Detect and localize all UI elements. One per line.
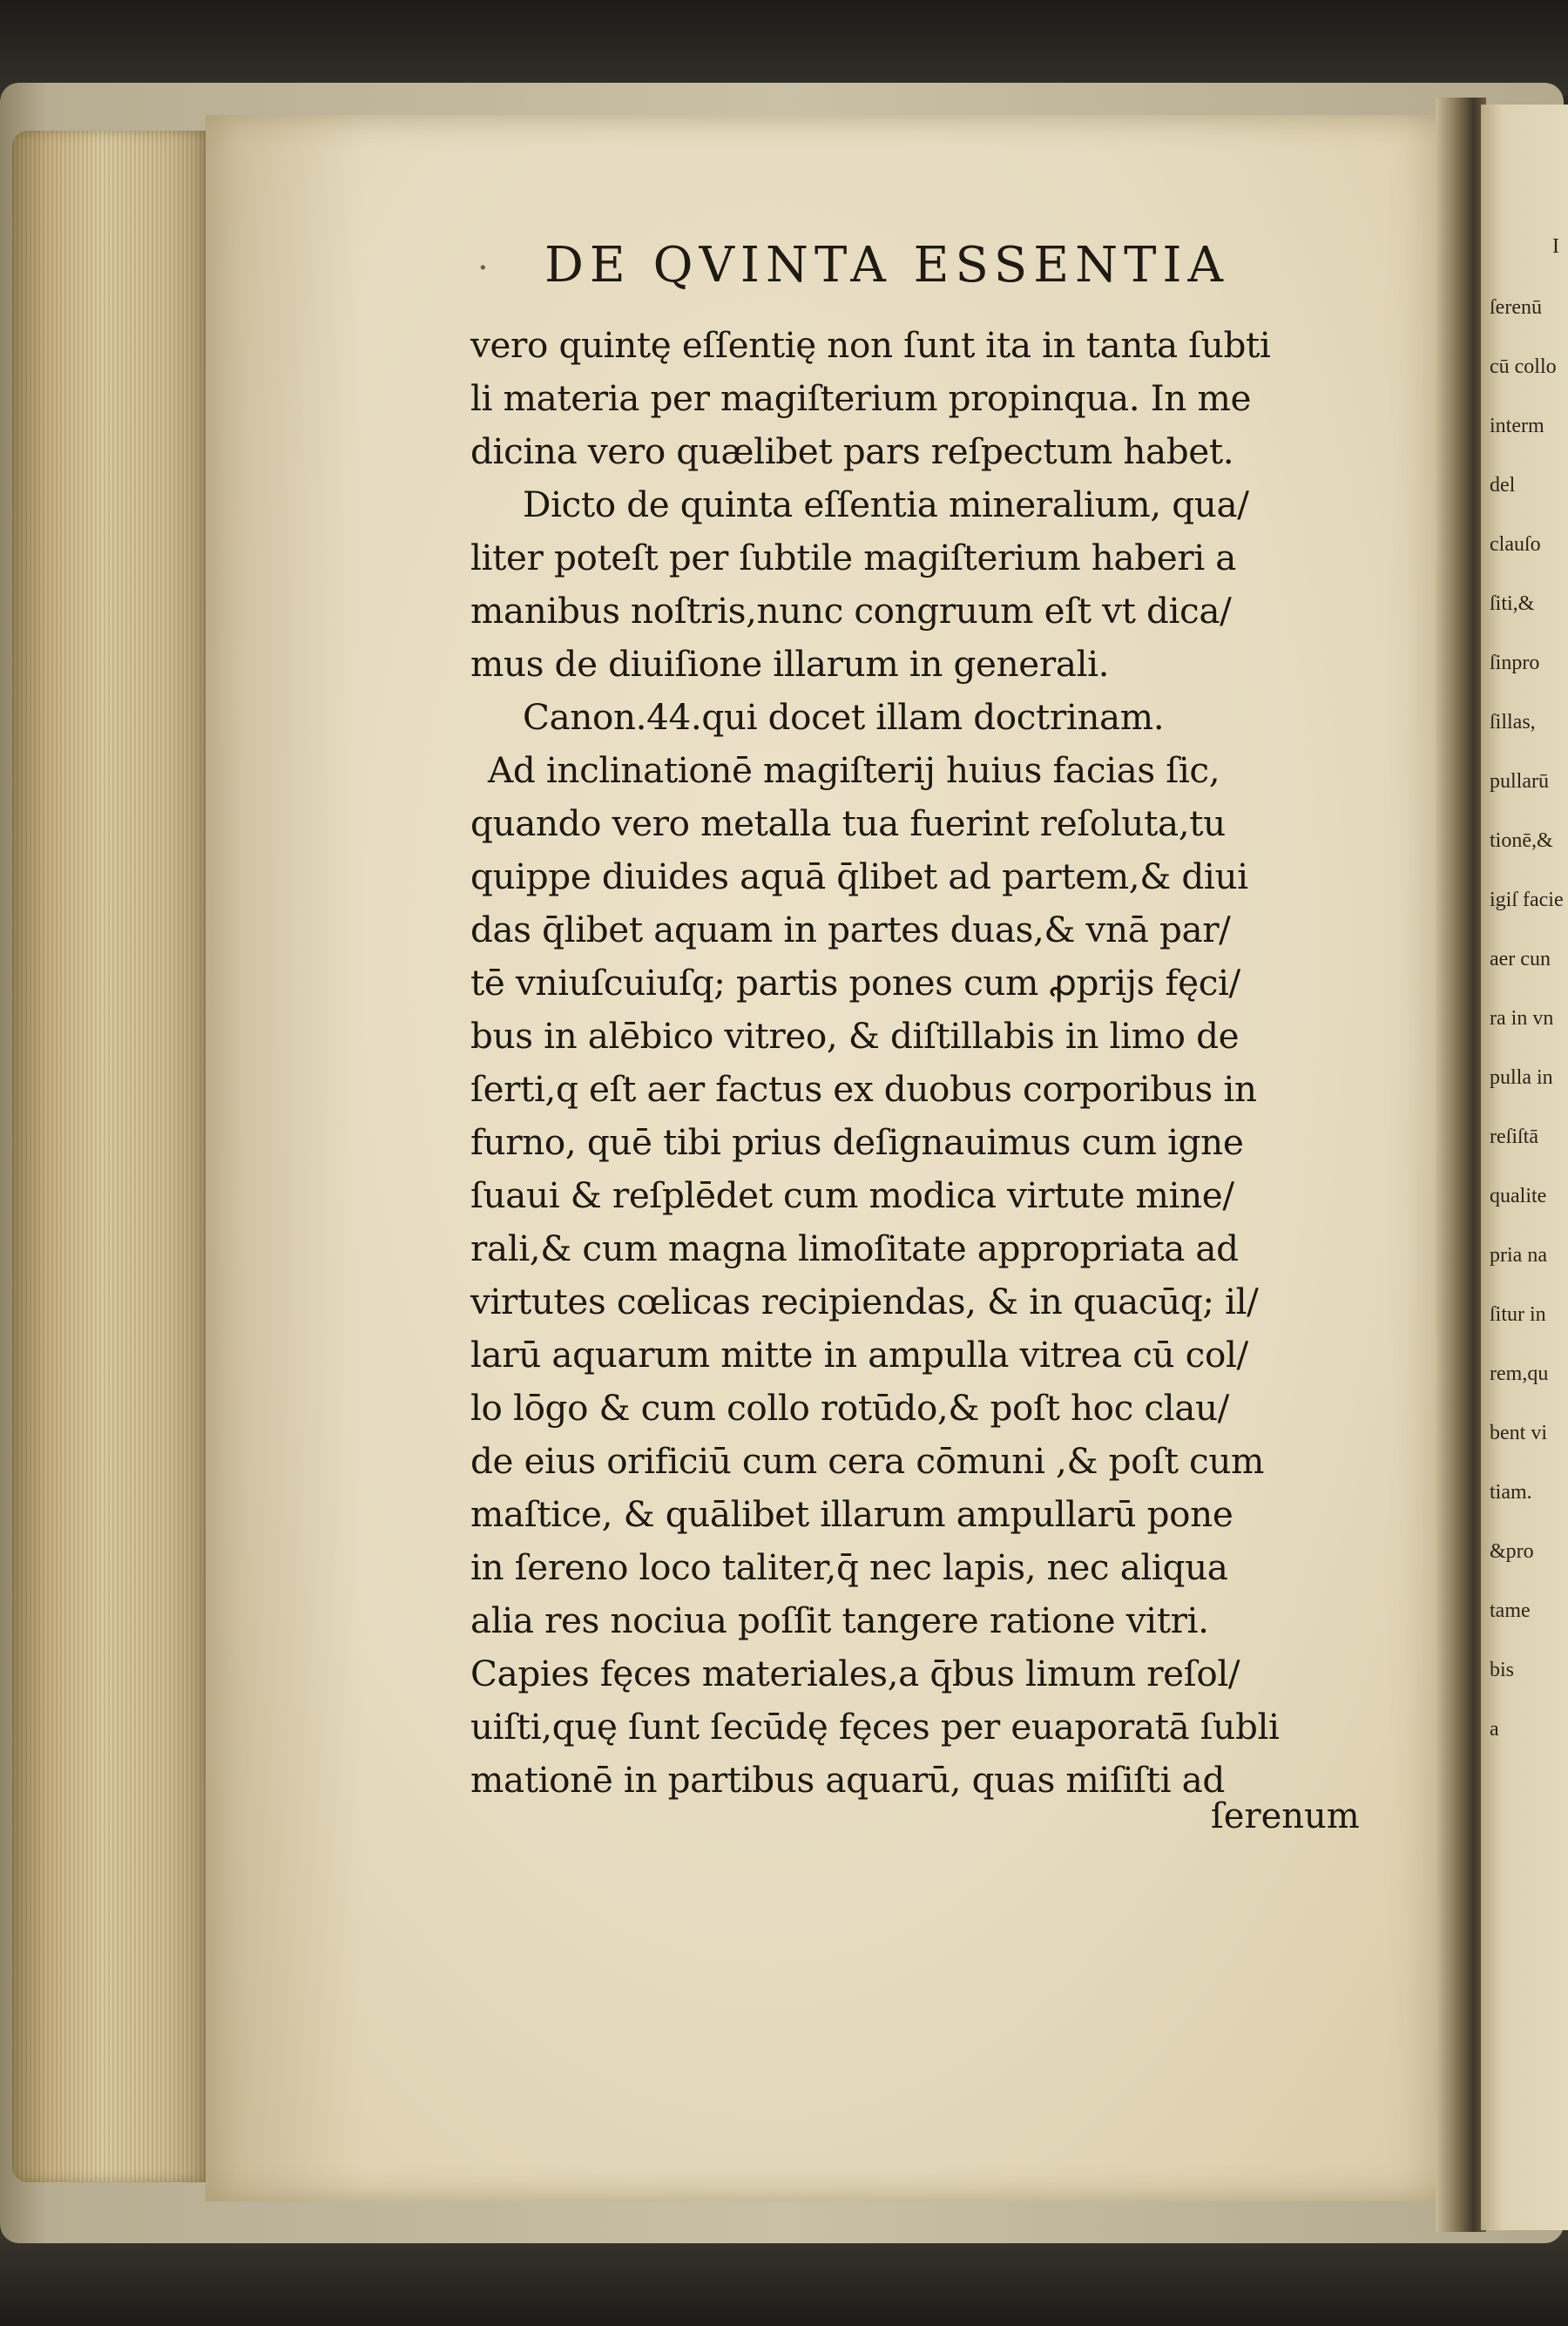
facing-text-fragment: pulla in (1490, 1066, 1553, 1089)
text-line: Canon.44.qui docet illam doctrinam. (523, 696, 1165, 738)
facing-text-fragment: cū collo (1490, 355, 1557, 378)
facing-text-fragment: reſiſtā (1490, 1126, 1538, 1148)
facing-text-fragment: rem,qu (1490, 1362, 1549, 1385)
facing-text-fragment: clauſo (1490, 533, 1541, 556)
facing-text-fragment: ſillas, (1490, 711, 1536, 734)
text-line: rali,& cum magna limoſitate appropriata ad (470, 1227, 1239, 1269)
facing-text-fragment: I (1552, 235, 1559, 258)
text-line: bus in alēbico vitreo, & diſtillabis in limo de (470, 1015, 1240, 1057)
text-line: vero quintę eſſentię non ſunt ita in tanta ſubti (470, 324, 1271, 366)
background-bottom (0, 2230, 1568, 2326)
facing-text-fragment: tame (1490, 1599, 1531, 1622)
facing-text-fragment: &pro (1490, 1540, 1534, 1563)
text-line: maſtice, & quālibet illarum ampullarū pone (470, 1493, 1233, 1535)
facing-text-fragment: ſiti,& (1490, 592, 1535, 615)
text-line: dicina vero quælibet pars reſpectum habet. (470, 430, 1234, 472)
facing-text-fragment: qualite (1490, 1185, 1547, 1207)
facing-text-fragment: tiam. (1490, 1481, 1532, 1504)
text-line: in ſereno loco taliter,q̄ nec lapis, nec aliqua (470, 1546, 1228, 1588)
facing-text-fragment: pullarū (1490, 770, 1549, 793)
facing-text-fragment: pria na (1490, 1244, 1547, 1267)
facing-text-fragment: del (1490, 474, 1516, 497)
facing-page (1481, 105, 1568, 2230)
text-line: Ad inclinationē magiſterij huius facias ſic, (488, 749, 1220, 791)
text-line: ſerti,q eſt aer factus ex duobus corporibus in (470, 1068, 1257, 1110)
gutter (1436, 98, 1486, 2232)
facing-text-fragment: bis (1490, 1659, 1515, 1681)
text-line: lo lōgo & cum collo rotūdo,& poſt hoc clau/ (470, 1387, 1229, 1429)
facing-text-fragment: a (1490, 1718, 1499, 1741)
facing-text-fragment: igiſ facie (1490, 889, 1564, 911)
page-stain (206, 115, 362, 2201)
text-line: das q̄libet aquam in partes duas,& vnā par/ (470, 909, 1231, 950)
text-line: larū aquarum mitte in ampulla vitrea cū col/ (470, 1334, 1248, 1376)
facing-text-fragment: ſitur in (1490, 1303, 1546, 1326)
text-line: tē vniuſcuiuſq; partis pones cum ꝓprijs fęci/ (470, 962, 1240, 1004)
facing-text-fragment: ra in vn (1490, 1007, 1554, 1030)
text-line: ſuaui & reſplēdet cum modica virtute mine/ (470, 1174, 1234, 1216)
text-line: Capies fęces materiales,a q̄bus limum reſol/ (470, 1653, 1240, 1694)
facing-text-fragment: bent vi (1490, 1422, 1547, 1444)
text-line: alia res nociua poſſit tangere ratione vitri. (470, 1599, 1209, 1641)
facing-text-fragment: ſerenū (1490, 296, 1542, 319)
running-head: DE QVINTA ESSENTIA (544, 237, 1229, 294)
text-line: manibus noſtris,nunc congruum eſt vt dica/ (470, 590, 1232, 632)
text-line: mus de diuiſione illarum in generali. (470, 643, 1110, 685)
text-line: de eius orificiū cum cera cōmuni ,& poſt cum (470, 1440, 1265, 1482)
text-line: Dicto de quinta eſſentia mineralium, qua/ (523, 483, 1249, 525)
facing-text-fragment: ſinpro (1490, 652, 1540, 674)
background-top (0, 0, 1568, 96)
text-line: quando vero metalla tua fuerint reſoluta,tu (470, 802, 1226, 844)
text-line: li materia per magiſterium propinqua. In me (470, 377, 1252, 419)
text-line: virtutes cœlicas recipiendas, & in quacūq; il/ (470, 1281, 1259, 1322)
facing-text-fragment: aer cun (1490, 948, 1551, 970)
catchword: ſerenum (1211, 1796, 1360, 1836)
text-line: quippe diuides aquā q̄libet ad partem,& diui (470, 855, 1248, 897)
text-line: liter poteſt per ſubtile magiſterium haberi a (470, 537, 1237, 578)
page-block-edge (12, 131, 211, 2182)
facing-text-fragment: interm (1490, 415, 1544, 437)
ink-mark: · (477, 248, 489, 288)
text-line: uiſti,quę ſunt ſecūdę fęces per euaporatā ſubli (470, 1706, 1280, 1748)
text-line: furno, quē tibi prius deſignauimus cum igne (470, 1121, 1244, 1163)
facing-text-fragment: tionē,& (1490, 829, 1553, 852)
text-line: mationē in partibus aquarū, quas miſiſti ad (470, 1759, 1225, 1801)
